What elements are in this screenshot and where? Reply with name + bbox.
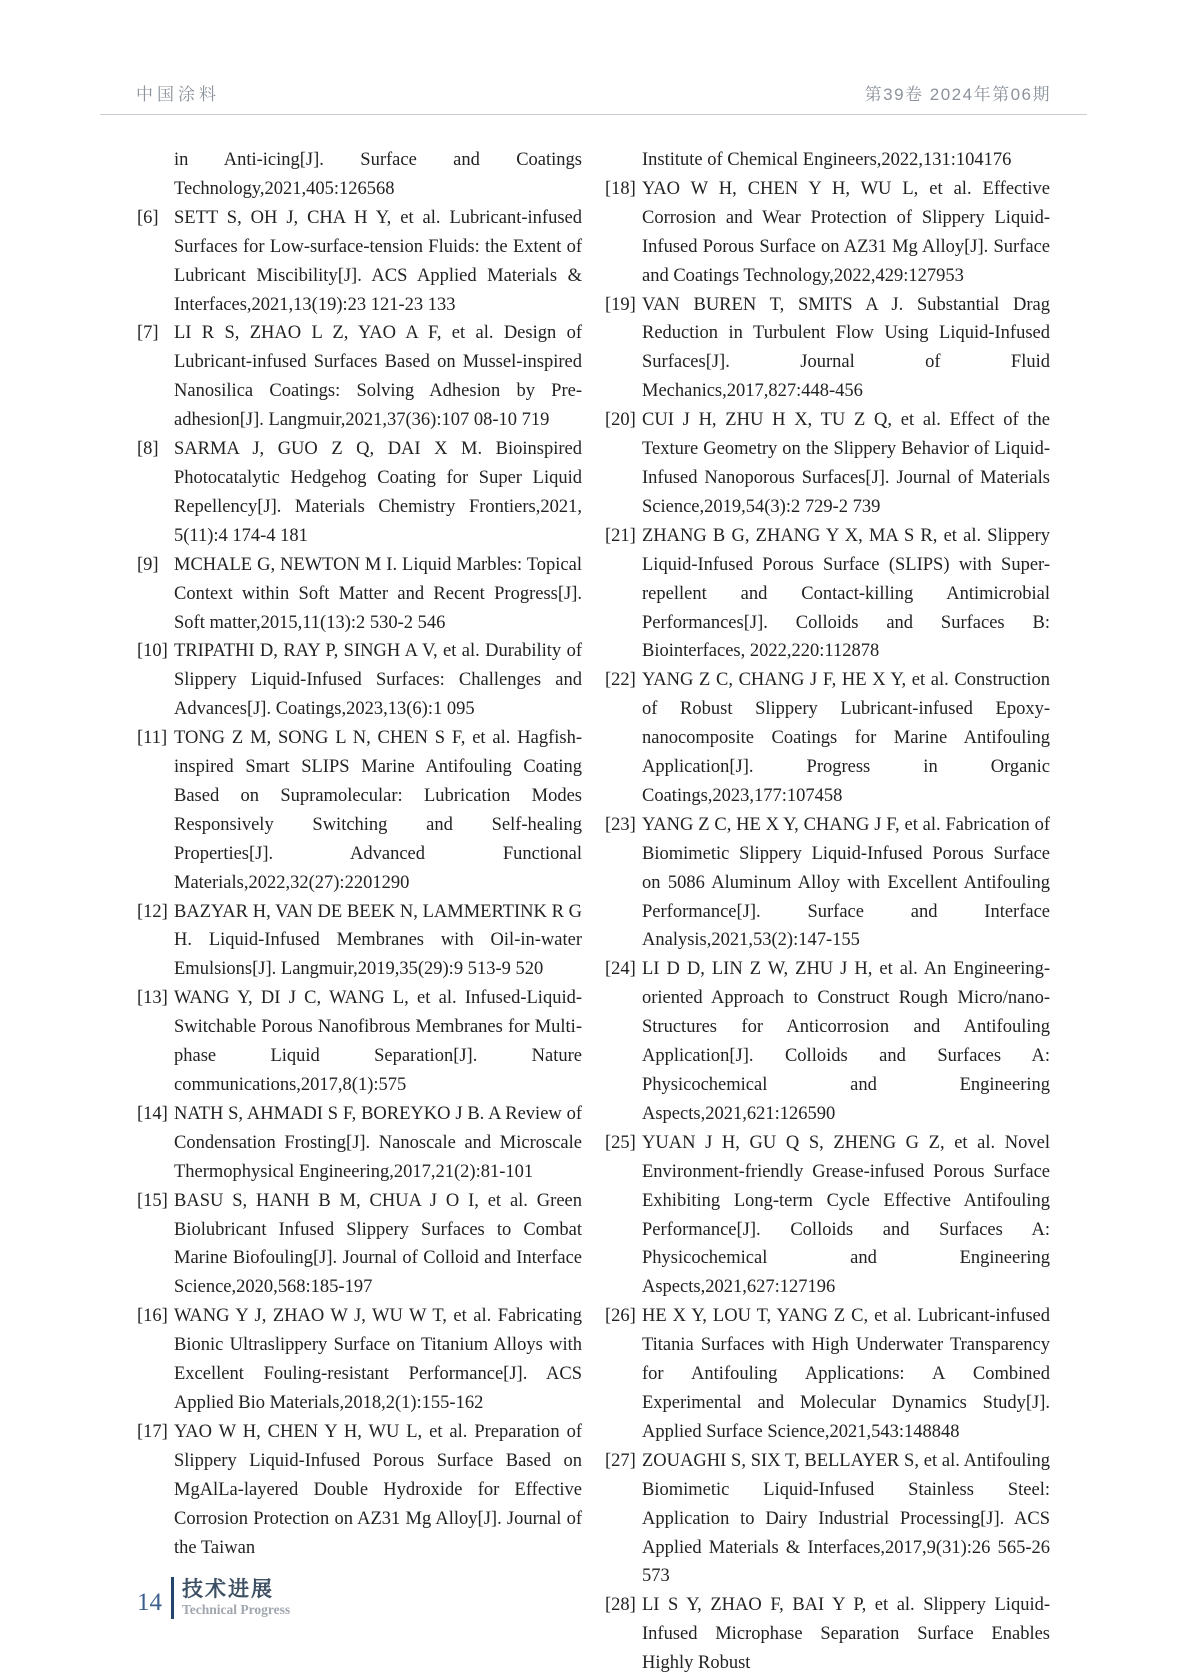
reference-entry (137, 204, 582, 320)
reference-entry (605, 1591, 1050, 1678)
reference-number: [24] (605, 959, 636, 980)
reference-entry (137, 898, 582, 985)
reference-number: [12] (137, 901, 168, 922)
reference-list (137, 146, 1050, 1678)
reference-number: [28] (605, 1595, 636, 1616)
reference-entry (137, 435, 582, 551)
reference-entry (605, 406, 1050, 522)
reference-entry (137, 984, 582, 1100)
section-title-en: Technical Progress (182, 1602, 291, 1617)
reference-text: YAO W H, CHEN Y H, WU L, et al. Effective Corrosion and Wear Protection of Slippery Liquid-Infused Porous Surface on AZ31 Mg Alloy[J]. Surface and Coatings Technology,2022,429:127953 (642, 178, 1050, 286)
reference-number: [25] (605, 1132, 636, 1153)
reference-number: [19] (605, 294, 636, 315)
reference-entry (605, 522, 1050, 667)
footer-divider (171, 1577, 174, 1619)
reference-number: [27] (605, 1450, 636, 1471)
reference-text: CUI J H, ZHU H X, TU Z Q, et al. Effect of the Texture Geometry on the Slippery Behavior of Liquid-Infused Nanoporous Surfaces[J]. Journal of Materials Science,2019,54(3):2 729-2 739 (642, 410, 1050, 517)
reference-entry (605, 291, 1050, 407)
section-title-zh: 技术进展 (182, 1578, 274, 1601)
reference-number: [20] (605, 410, 636, 431)
reference-entry (137, 1302, 582, 1418)
reference-text: BAZYAR H, VAN DE BEEK N, LAMMERTINK R G H. Liquid-Infused Membranes with Oil-in-water Emulsions[J]. Langmuir,2019,35(29):9 513-9 520 (174, 901, 582, 980)
reference-entry (137, 724, 582, 897)
reference-text: VAN BUREN T, SMITS A J. Substantial Drag Reduction in Turbulent Flow Using Liquid-Infused Surfaces[J]. Journal of Fluid Mechanics,2017,827:448-456 (642, 294, 1050, 402)
reference-entry (137, 1100, 582, 1187)
reference-text: HE X Y, LOU T, YANG Z C, et al. Lubricant-infused Titania Surfaces with High Underwater Transparency for Antifouling Applications: A Combined Experimental and Molecular Dynamics Study[J]. Applied Surface Science,2021,543:148848 (642, 1306, 1050, 1442)
reference-entry (605, 175, 1050, 291)
reference-text: LI D D, LIN Z W, ZHU J H, et al. An Engineering-oriented Approach to Construct Rough Micro/nano-Structures for Anticorrosion and Antifouling Application[J]. Colloids and Surfaces A: Physicochemical and Engineering Aspects,2021,621:126590 (642, 959, 1050, 1124)
reference-text: BASU S, HANH B M, CHUA J O I, et al. Green Biolubricant Infused Slippery Surfaces to Combat Marine Biofouling[J]. Journal of Colloid and Interface Science,2020,568:185-197 (174, 1190, 582, 1298)
reference-entry (605, 1129, 1050, 1302)
reference-text: ZOUAGHI S, SIX T, BELLAYER S, et al. Antifouling Biomimetic Liquid-Infused Stainless Steel: Application to Dairy Industrial Processing[J]. ACS Applied Materials & Interfaces,2017,9(31):26 565-26 573 (642, 1450, 1050, 1587)
reference-entry (605, 811, 1050, 956)
column-right (605, 146, 1050, 1678)
reference-number: [10] (137, 641, 168, 662)
page-footer (137, 1577, 290, 1619)
reference-text: YAO W H, CHEN Y H, WU L, et al. Preparation of Slippery Liquid-Infused Porous Surface Based on MgAlLa-layered Double Hydroxide for Effective Corrosion Protection on AZ31 Mg Alloy[J]. Journal of the Taiwan (174, 1421, 582, 1558)
reference-entry (605, 1447, 1050, 1592)
reference-number: [17] (137, 1421, 168, 1442)
reference-entry (137, 319, 582, 435)
journal-page (0, 80, 1187, 1680)
reference-number: [9] (137, 554, 159, 575)
reference-number: [15] (137, 1190, 168, 1211)
reference-number: [6] (137, 207, 159, 228)
reference-number: [16] (137, 1306, 168, 1327)
reference-number: [26] (605, 1306, 636, 1327)
reference-number: [23] (605, 814, 636, 835)
reference-text: MCHALE G, NEWTON M I. Liquid Marbles: Topical Context within Soft Matter and Recent Progress[J]. Soft matter,2015,11(13):2 530-2 546 (174, 554, 582, 633)
reference-text: ZHANG B G, ZHANG Y X, MA S R, et al. Slippery Liquid-Infused Porous Surface (SLIPS) with Super-repellent and Contact-killing Antimicrobial Performances[J]. Colloids and Surfaces B: Biointerfaces, 2022,220:112878 (642, 525, 1050, 662)
column-left (137, 146, 582, 1678)
reference-text: YANG Z C, HE X Y, CHANG J F, et al. Fabrication of Biomimetic Slippery Liquid-Infused Porous Surface on 5086 Aluminum Alloy with Excellent Antifouling Performance[J]. Surface and Interface Analysis,2021,53(2):147-155 (642, 814, 1050, 951)
reference-number: [22] (605, 670, 636, 691)
reference-text: LI S Y, ZHAO F, BAI Y P, et al. Slippery Liquid-Infused Microphase Separation Surface Enables Highly Robust (642, 1595, 1050, 1674)
reference-number: [7] (137, 323, 159, 344)
reference-number: [21] (605, 525, 636, 546)
reference-number: [18] (605, 178, 636, 199)
reference-number: [13] (137, 988, 168, 1009)
reference-text: SARMA J, GUO Z Q, DAI X M. Bioinspired Photocatalytic Hedgehog Coating for Super Liquid Repellency[J]. Materials Chemistry Frontiers,2021, 5(11):4 174-4 181 (174, 439, 582, 546)
journal-name: 中国涂料 (136, 85, 220, 104)
reference-text: Institute of Chemical Engineers,2022,131:104176 (642, 150, 1012, 170)
reference-entry (137, 637, 582, 724)
reference-entry (605, 1302, 1050, 1447)
reference-text: YUAN J H, GU Q S, ZHENG G Z, et al. Novel Environment-friendly Grease-infused Porous Surface Exhibiting Long-term Cycle Effective Antifouling Performance[J]. Colloids and Surfaces A: Physicochemical and Engineering Aspects,2021,627:127196 (642, 1132, 1050, 1298)
reference-text: LI R S, ZHAO L Z, YAO A F, et al. Design of Lubricant-infused Surfaces Based on Mussel-inspired Nanosilica Coatings: Solving Adhesion by Pre-adhesion[J]. Langmuir,2021,37(36):107 08-10 719 (174, 323, 582, 431)
section-marker (182, 1578, 290, 1618)
reference-text: TRIPATHI D, RAY P, SINGH A V, et al. Durability of Slippery Liquid-Infused Surfaces: Challenges and Advances[J]. Coatings,2023,13(6):1 095 (174, 641, 582, 720)
reference-entry (605, 955, 1050, 1128)
reference-text: in Anti-icing[J]. Surface and Coatings Technology,2021,405:126568 (174, 150, 582, 199)
reference-number: [8] (137, 439, 159, 460)
reference-text: NATH S, AHMADI S F, BOREYKO J B. A Review of Condensation Frosting[J]. Nanoscale and Microscale Thermophysical Engineering,2017,21(2):81-101 (174, 1103, 582, 1182)
reference-number: [14] (137, 1103, 168, 1124)
reference-number: [11] (137, 728, 168, 749)
reference-text: TONG Z M, SONG L N, CHEN S F, et al. Hagfish-inspired Smart SLIPS Marine Antifouling Coating Based on Supramolecular: Lubrication Modes Responsively Switching and Self-healing Properties[J]. Advanced Functional Materials,2022,32(27):2201290 (174, 728, 582, 893)
reference-entry (137, 1418, 582, 1563)
issue-info: 第39卷 2024年第06期 (864, 85, 1051, 104)
reference-text: WANG Y J, ZHAO W J, WU W T, et al. Fabricating Bionic Ultraslippery Surface on Titanium Alloys with Excellent Fouling-resistant Performance[J]. ACS Applied Bio Materials,2018,2(1):155-162 (174, 1306, 582, 1413)
page-header (100, 80, 1087, 115)
page-number: 14 (137, 1589, 162, 1616)
reference-text: SETT S, OH J, CHA H Y, et al. Lubricant-infused Surfaces for Low-surface-tension Fluids: the Extent of Lubricant Miscibility[J]. ACS Applied Materials & Interfaces,2021,13(19):23 121-23 133 (174, 207, 582, 315)
reference-entry (137, 551, 582, 638)
reference-entry (137, 146, 582, 204)
reference-text: YANG Z C, CHANG J F, HE X Y, et al. Construction of Robust Slippery Lubricant-infused Epoxy-nanocomposite Coatings for Marine Antifouling Application[J]. Progress in Organic Coatings,2023,177:107458 (642, 670, 1050, 806)
reference-entry (605, 146, 1050, 175)
reference-entry (137, 1187, 582, 1303)
reference-text: WANG Y, DI J C, WANG L, et al. Infused-Liquid-Switchable Porous Nanofibrous Membranes for Multi-phase Liquid Separation[J]. Nature communications,2017,8(1):575 (174, 988, 582, 1095)
reference-entry (605, 666, 1050, 811)
